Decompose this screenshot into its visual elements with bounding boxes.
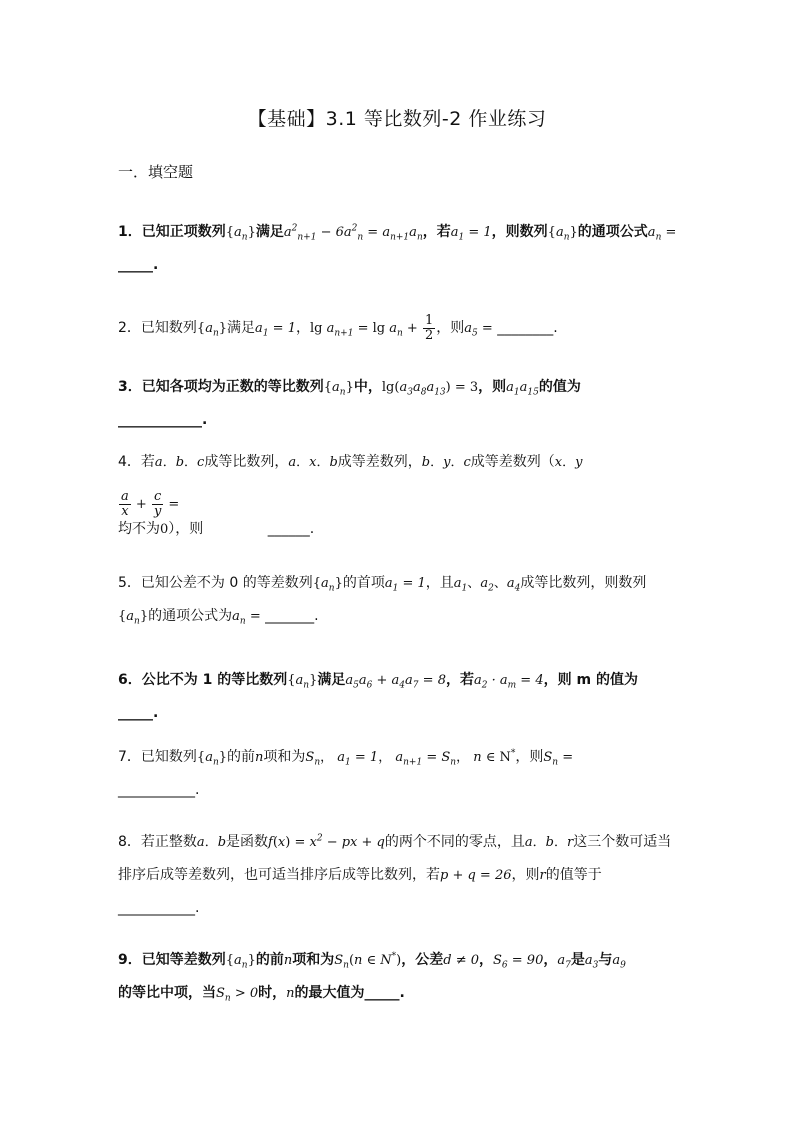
- math-expression: $a_9$: [612, 953, 626, 971]
- math-expression: r: [539, 868, 546, 883]
- question-4-cont: 均不为0），则 ______.: [118, 521, 315, 537]
- math-expression: $S_n$， $a_1 = 1$， $a_{n+1} = S_n$， n ∈ N*: [305, 748, 516, 768]
- math-expression: a．b．c: [154, 455, 205, 470]
- answer-blank: _____.: [118, 257, 159, 273]
- math-expression: $\{a_n\}$: [287, 673, 318, 691]
- math-expression: a．b: [196, 835, 227, 850]
- math-expression: $\{a_n\}$: [118, 609, 149, 627]
- math-expression: $a_7$: [557, 953, 571, 971]
- math-expression: $\{a_n\}$: [196, 750, 228, 768]
- section-heading: 一．填空题: [118, 163, 194, 181]
- math-expression: $a_n$ =: [647, 225, 677, 243]
- math-expression: $a_5a_6 + a_4a_7 = 8$: [345, 673, 446, 691]
- question-7: 7．已知数列$\{a_n\}$的前n项和为$S_n$， $a_1 = 1$， $a_{n+1} = S_n$， n ∈ N*，则$S_n$ = ___________.: [118, 748, 574, 798]
- math-expression: $a_1 = 1$: [450, 225, 492, 243]
- math-expression: p + q = 26: [440, 868, 512, 883]
- answer-blank: ________.: [497, 320, 558, 336]
- math-expression: x．y: [554, 455, 583, 470]
- math-expression: $\frac{a}{x}$ + $\frac{c}{y}$ =: [121, 489, 180, 519]
- page-title: 【基础】3.1 等比数列-2 作业练习: [247, 108, 547, 130]
- math-expression: d ≠ 0: [443, 953, 479, 968]
- question-4: 4．若a．b．c成等比数列，a．x．b成等差数列，b．y．c成等差数列（x．y: [118, 454, 583, 470]
- math-expression: $f(x) = x^2$ − px + q: [268, 833, 385, 850]
- math-expression: $a_5$ =: [464, 321, 493, 339]
- math-expression: $a_2 \cdot a_m = 4$: [473, 673, 544, 691]
- answer-blank: ______.: [267, 521, 315, 537]
- math-expression: $\{a_n\}$: [225, 953, 256, 971]
- math-expression: $a_1 = 1$: [384, 576, 426, 594]
- answer-blank: _____.: [118, 705, 159, 721]
- question-1: 1．已知正项数列$\{a_n\}$满足$a^2_{n+1} - 6a^2_n = a_{n+1}a_n$，若$a_1 = 1$，则数列$\{a_n\}$的通项公式$a_n$ = _____.: [118, 223, 677, 273]
- answer-blank: ____________.: [118, 412, 208, 428]
- math-expression: $a_1$、$a_2$、$a_4$: [453, 576, 521, 594]
- math-expression: $\{a_n\}$: [196, 321, 228, 339]
- math-expression: $\{a_n\}$: [225, 225, 256, 243]
- question-number: 5．: [118, 575, 141, 591]
- question-5: 5．已知公差不为 0 的等差数列$\{a_n\}$的首项$a_1 = 1$，且$a_1$、$a_2$、$a_4$成等比数列，则数列 $\{a_n\}$的通项公式为$a_n$ = _______.: [118, 575, 647, 627]
- math-expression: $\lg(a_3a_8a_{13}) = 3$: [381, 380, 479, 398]
- answer-blank: ___________.: [118, 900, 200, 916]
- math-expression: $\{a_n\}$: [323, 380, 354, 398]
- math-expression: $a_1 = 1$: [255, 321, 296, 339]
- math-expression: $a^2_{n+1} - 6a^2_n = a_{n+1}a_n$: [283, 223, 423, 243]
- math-expression: $a_n$ =: [232, 609, 261, 627]
- math-expression: $a_3$: [584, 953, 599, 971]
- math-expression: $S_6 = 90$: [493, 953, 544, 971]
- question-6: 6．公比不为 1 的等比数列$\{a_n\}$满足$a_5a_6 + a_4a_7 = 8$，若$a_2 \cdot a_m = 4$，则 m 的值为 _____.: [118, 672, 638, 721]
- question-number: 4．: [118, 454, 141, 470]
- question-3: 3．已知各项均为正数的等比数列$\{a_n\}$中，$\lg(a_3a_8a_{13}) = 3$，则$a_1a_{15}$的值为 ____________.: [118, 379, 581, 428]
- math-expression: a．x．b: [288, 455, 338, 470]
- question-number: 6．: [118, 672, 142, 688]
- math-expression: $a_1a_{15}$: [506, 380, 539, 398]
- question-number: 8．: [118, 834, 141, 850]
- math-expression: $S_n$ =: [543, 750, 574, 768]
- answer-blank: _______.: [265, 608, 319, 624]
- question-9: 9．已知等差数列$\{a_n\}$的前n项和为$S_n(n$ ∈ N*)，公差d ≠ 0，$S_6 = 90$，$a_7$是$a_3$与$a_9$ 的等比中项，当$S_n > 0$时，n的最大值为_____.: [118, 951, 626, 1004]
- math-expression: $S_n(n$ ∈ N*): [334, 951, 402, 971]
- question-number: 2．: [118, 320, 141, 336]
- question-number: 9．: [118, 952, 142, 968]
- question-number: 3．: [118, 379, 142, 395]
- question-8: 8．若正整数a．b是函数$f(x) = x^2$ − px + q的两个不同的零点，且a．b．r这三个数可适当排序后成等差数列，也可适当排序后成等比数列，若p + q = 26，则r的值等于___________.: [118, 833, 672, 916]
- answer-blank: _____.: [364, 985, 405, 1001]
- question-number: 7．: [118, 749, 141, 765]
- math-expression: b．y．c: [421, 455, 471, 470]
- math-expression: n: [286, 986, 295, 1001]
- math-expression: $\{a_n\}$: [547, 225, 578, 243]
- math-expression: a．b．r: [524, 835, 574, 850]
- math-expression: n: [255, 750, 264, 765]
- math-expression: $\{a_n\}$: [312, 576, 343, 594]
- question-number: 1．: [118, 224, 142, 240]
- question-2: 2．已知数列$\{a_n\}$满足$a_1 = 1$，$\lg a_{n+1} = \lg a_n$ + $\frac{1}{2}$ ，则$a_5$ = ________.: [118, 313, 558, 343]
- question-text: 已知正项数列: [141, 224, 226, 240]
- math-expression: n: [283, 953, 293, 968]
- math-expression: 0: [160, 522, 169, 537]
- answer-blank: ___________.: [118, 782, 200, 798]
- math-expression: $S_n > 0$: [216, 986, 259, 1004]
- math-expression: $\lg a_{n+1} = \lg a_n$ + $\frac{1}{2}$: [309, 313, 434, 343]
